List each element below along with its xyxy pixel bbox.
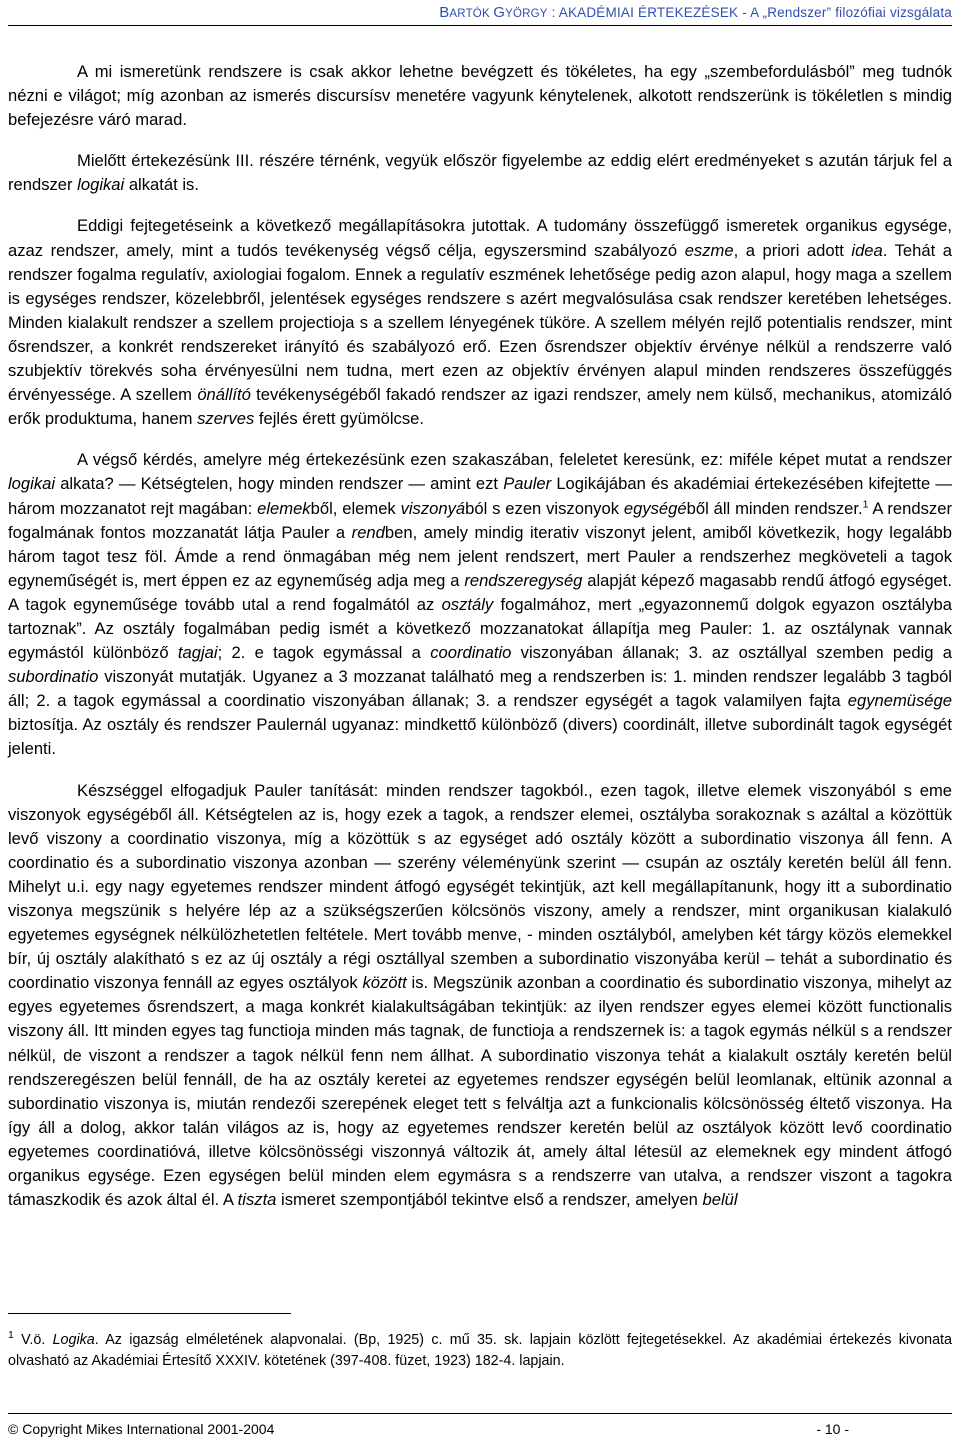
paragraph <box>8 779 952 1213</box>
header-title: : AKADÉMIAI ÉRTEKEZÉSEK - A „Rendszer” filozófiai vizsgálata <box>547 5 952 20</box>
italic-text: Pauler <box>503 474 552 494</box>
italic-text: egynemüsége <box>847 691 952 711</box>
text-run: ből, elemek <box>310 498 401 518</box>
footer-rule <box>8 1413 952 1414</box>
page-number: - 10 - <box>816 1421 849 1437</box>
text-run: . Az igazság elméletének alapvonalai. (Bp, 1925) c. mű 35. sk. lapjain közlött fejtegetésekkel. Az akadémiai értekezés kivonata olvasható az Akadémiai Értesítő XXXIV. kötetének (397-408. füzet, 1923) 182-4. lapjain. <box>8 1332 952 1369</box>
paragraph <box>8 60 952 132</box>
italic-text: Logika <box>52 1332 95 1348</box>
italic-text: között <box>362 973 407 993</box>
italic-text: egységé <box>623 498 687 518</box>
text-run: Készséggel elfogadjuk Pauler tanítását: minden rendszer tagokból., ezen tagok, illetve elemek viszonyából s eme viszonyok egységéből áll. Kétségtelen az is, hogy ezek a tagok, a rendszer elemei, osztályba sorakoznak s azáltal a közöttük levő viszony a coordinatio viszonya, míg a közöttük s az egységet adó osztály között a subordinatio viszonya áll fenn. A coordinatio és a subordinatio viszonya azonban — szerény véleményünk szerint — csupán az osztály keretén belül áll fenn. Mihelyt u.i. egy nagy egyetemes rendszer mindent átfogó egységét tekintjük, azt kell megállapítanunk, hogy itt a subordinatio viszonya megszünik s helyére lép az a szükségszerűen kölcsönös viszony, amely a rendszer, mint organikusan kialakuló egyetemes egységnek nélkülözhetetlen feltétele. Mert tovább menve, - minden osztályból, amelyben két tárgy közös elemekkel bír, új osztály alakítható s ez az új osztály a régi osztállyal szemben a subordinatio viszonyába kerül – tehát a subordinatio és coordinatio viszonya fennáll az egyes osztályok <box>8 780 952 993</box>
italic-text: tagjai <box>177 643 218 663</box>
footnote <box>8 1330 952 1372</box>
paragraph <box>8 149 952 197</box>
text-run: alkatát is. <box>124 175 199 195</box>
page-footer <box>8 1421 952 1437</box>
header-smallcaps-2: YÖRGY <box>505 8 548 20</box>
italic-text: subordinatio <box>8 667 99 687</box>
text-run: A végső kérdés, amelyre még értekezésünk ezen szakaszában, feleletet keresünk, ez: miféle képet mutat a rendszer <box>77 450 952 470</box>
text-run: ból s ezen viszonyok <box>465 498 624 518</box>
text-run: tevékenységéből fakadó rendszer az igazi rendszer, amely nem külső, mechanikus, atomizáló erők produktuma, hanem <box>8 385 952 429</box>
text-run: alkata? — Kétségtelen, hogy minden rendszer — amint ezt <box>55 474 504 494</box>
italic-text: osztály <box>441 594 494 614</box>
header-smallcaps-1: ARTÓK <box>449 8 494 20</box>
paragraph <box>8 448 952 761</box>
footnote-marker: 1 <box>8 1329 14 1342</box>
text-run: fejlés érett gyümölcse. <box>254 409 424 429</box>
text-run: alapját képező magasabb rendű átfogó egységet. A tagok egyneműsége tovább utal a rend fogalmától az <box>8 570 952 614</box>
italic-text: elemek <box>257 498 311 518</box>
text-run: . Tehát a rendszer fogalma regulatív, axiologiai fogalom. Ennek a regulatív eszmének lehetősége pedig azon alapul, hogy maga a szellem is egységes rendszer, közelebbről, jelentések egységes rendszere s azért megvalósulása csak rendszer keretében lehetséges. Minden kialakult rendszer a szellem projectioja s a szellem lényegének tüköre. A szellem mélyén rejlő potentialis rendszer, mint ősrendszer, a konkrét rendszereket irányító és szabályozó erő. Ezen ősrendszer objektív érvénye nélkül a rendszerre való szubjektív törekvés soha érvényesülni nem tudna, mert ezen az objektív érvényen alapul minden rendszeres összefüggés érvényessége. A szellem <box>8 240 952 405</box>
copyright-text: © Copyright Mikes International 2001-2004 <box>8 1421 275 1437</box>
text-run: Eddigi fejtegetéseink a következő megállapításokra jutottak. A tudomány összefüggő ismeretek organikus egysége, azaz rendszer, amely, mint a tudós tevékenység végső célja, egyszersmind szabályozó <box>8 216 952 260</box>
text-run: Mielőtt értekezésünk III. részére térnénk, vegyük először figyelembe az eddig elért eredményeket s azután tárjuk fel a rendszer <box>8 151 952 195</box>
text-run: V.ö. <box>13 1332 53 1348</box>
text-run: is. Megszünik azonban a coordinatio és subordinatio viszonya, mihelyt az egyes egyetemes ősrendszert, a maga konkrét kialakultságában tekintjük: az ilyen rendszer egyes elemei között functionalis viszony áll. Itt minden egyes tag functioja minden más tagnak, de functioja a rendszernek is: a tagok egymás nélkül s a rendszer nélkül, de viszont a rendszer a tagok nélkül fenn nem állhat. A subordinatio viszonya tehát a kialakult osztály keretén belül rendszeregészen belül fennáll, de ha az osztály keretei az egyetemes rendszer egységén belül leomlanak, eltünik azonnal a subordinatio viszonya is, miután rendezői szerepének eleget tett s felváltja azt a funkcionalis kölcsönösség éltető viszonya. Ha így áll a dolog, akkor talán világos az is, hogy az egyetemes rendszer keretén belül az osztályok között levő coordinatio egyetemes coordinatióvá, illetve kölcsönösségi viszonnyá változik át, amely által létesül az elemeknek egy mindent átfogó organikus egysége. Ezen egységen belül minden elem egymásra s a rendszerre van utalva, a rendszer viszont a tagokra támaszkodik és azok által él. A <box>8 973 952 1210</box>
italic-text: önállító <box>197 385 251 405</box>
text-run: Logikájában és akadémiai értekezésében kifejtette — három mozzanatot rejt magában: <box>8 474 952 518</box>
running-header <box>0 4 952 21</box>
text-run: fogalmához, mert „egyazonnemű dolgok egyazon osztályba tartoznak”. Az osztály fogalmában pedig ismét a következő mozzanatokat állapítja meg Pauler: 1. az osztálynak vannak egymástól különböző <box>8 594 952 663</box>
italic-text: rend <box>351 522 385 542</box>
text-run: viszonyát mutatják. Ugyanez a 3 mozzanat található meg a rendszerben is: 1. minden rendszer legalább 3 tagból áll; 2. a tagok egymással a coordinatio viszonyában állanak; 3. a rendszer egységét a tagok valamilyen fajta <box>8 667 952 711</box>
footnote-marker: 1 <box>862 497 869 510</box>
text-run: , a priori adott <box>733 240 852 260</box>
italic-text: tiszta <box>237 1190 277 1210</box>
paragraph <box>8 214 952 431</box>
text-run: ben, amely mindig iterativ viszonyt jelent, amiből következik, hogy legalább három tagot tesz föl. Ámde a rend önmagában még nem jelent rendszert, mert Pauler a rendszerhez megköveteli a tagok egyneműségét is, mert éppen ez az egyneműség adja meg a <box>8 522 952 590</box>
main-text <box>8 60 952 1212</box>
italic-text: eszme <box>684 240 734 260</box>
italic-text: viszonyá <box>400 498 466 518</box>
header-initial-1: B <box>439 4 450 21</box>
text-run: ismeret szempontjából tekintve első a rendszer, amelyen <box>276 1190 703 1210</box>
italic-text: szerves <box>197 409 255 429</box>
italic-text: rendszeregység <box>464 570 583 590</box>
text-run: A mi ismeretünk rendszere is csak akkor lehetne bevégzett és tökéletes, ha egy „szembefordulásból” meg tudnók nézni e világot; míg azonban az ismerés discursísv menetére vagyunk kénytelenek, alkotott rendszerünk is tökéletlen s mindig befejezésre váró marad. <box>8 62 952 130</box>
italic-text: belül <box>702 1190 738 1210</box>
text-run: ből áll minden rendszer. <box>686 498 863 518</box>
header-rule <box>8 25 952 26</box>
italic-text: logikai <box>77 175 125 195</box>
header-initial-2: G <box>493 4 506 21</box>
text-run: A rendszer fogalmának fontos mozzanatát látja Pauler a <box>8 498 952 542</box>
italic-text: logikai <box>8 474 56 494</box>
text-run: viszonyában állanak; 3. az osztállyal szemben pedig a <box>511 643 952 663</box>
italic-text: idea <box>851 240 883 260</box>
italic-text: coordinatio <box>430 643 512 663</box>
text-run: biztosítja. Az osztály és rendszer Paulernál ugyanaz: mindkettő különböző (divers) coordinált, illetve subordinált tagok egységét jelenti. <box>8 715 952 759</box>
text-run: ; 2. e tagok egymással a <box>217 643 431 663</box>
footnote-separator <box>8 1313 291 1314</box>
